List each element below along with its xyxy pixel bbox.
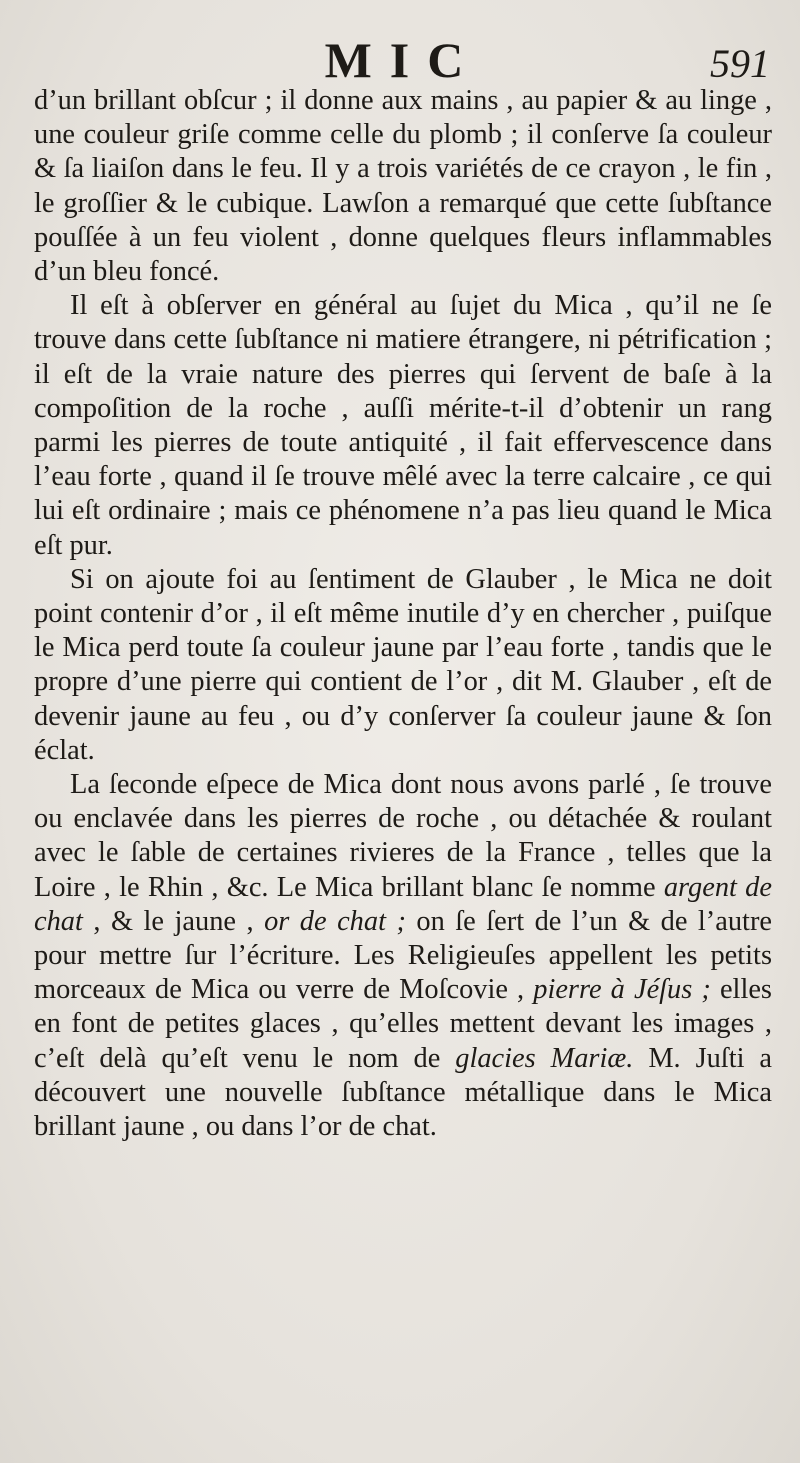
text-segment: , & le jaune , [82,905,265,937]
page-header [34,30,772,90]
text-segment: M. Juſti a découvert une nouvelle ſubſtance métallique dans le Mica brillant jaune , ou dans l’or de chat. [34,1042,772,1143]
paragraph [34,563,772,768]
italic-term: argent de chat [34,871,772,937]
running-head: MIC [324,32,482,88]
page-number: 591 [710,41,770,86]
body-text [34,84,772,1144]
paragraph [34,289,772,563]
text-segment: on ſe ſert de l’un & de l’autre pour mettre ſur l’écriture. Les Religieuſes appellent les petits morceaux de Mica ou verre de Moſcovie , [34,905,772,1006]
text-segment: d’un brillant obſcur ; il donne aux mains , au papier & au linge , une couleur griſe comme celle du plomb ; il conſerve ſa couleur & ſa liaiſon dans le feu. Il y a trois variétés de ce crayon , le fin , le groſſier & le cubique. Lawſon a remarqué que cette ſubſtance pouſſée à un feu violent , donne quelques fleurs inflammables d’un bleu foncé. [34,85,772,288]
paragraph [34,84,772,289]
italic-term: pierre à Jéſus ; [533,974,711,1006]
text-segment: Il eſt à obſerver en général au ſujet du Mica , qu’il ne ſe trouve dans cette ſubſtance ni matiere étrangere, ni pétrification ; il eſt de la vraie nature des pierres qui ſervent de baſe à la compoſition de la roche , auſſi mérite-t-il d’obtenir un rang parmi les pierres de toute antiquité , il fait effervescence dans l’eau forte , quand il ſe trouve mêlé avec la terre calcaire , ce qui lui eſt ordinaire ; mais ce phénomene n’a pas lieu quand le Mica eſt pur. [34,290,772,561]
text-segment: Si on ajoute foi au ſentiment de Glauber , le Mica ne doit point contenir d’or , il eſt même inutile d’y en chercher , puiſque le Mica perd toute ſa couleur jaune par l’eau forte , tandis que le propre d’une pierre qui contient de l’or , dit M. Glauber , eſt de devenir jaune au feu , ou d’y conſerver ſa couleur jaune & ſon éclat. [34,563,772,766]
paragraph [34,768,772,1144]
italic-term: glacies Mariæ. [455,1042,634,1074]
text-segment: elles en font de petites glaces , qu’elles mettent devant les images , c’eſt delà qu’eſt venu le nom de [34,974,772,1074]
italic-term: or de chat ; [264,905,406,937]
text-segment: La ſeconde eſpece de Mica dont nous avons parlé , ſe trouve ou enclavée dans les pierres de roche , ou détachée & roulant avec le ſable de certaines rivieres de la France , telles que la Loire , le Rhin , &c. Le Mica brillant blanc ſe nomme [34,769,772,903]
